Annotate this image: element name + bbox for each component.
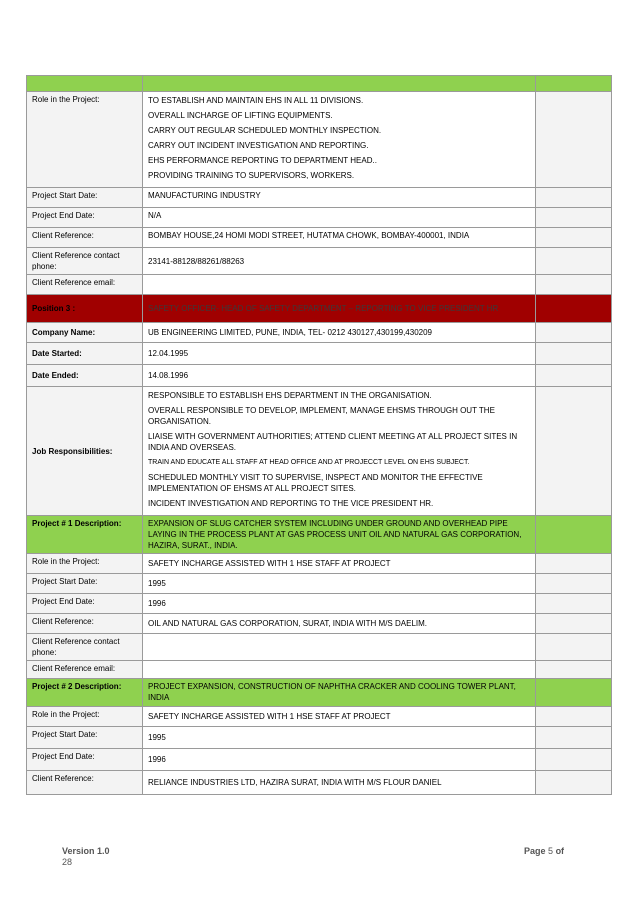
version-text: Version 1.0: [62, 846, 110, 856]
start-date-label: Project Start Date:: [27, 188, 143, 208]
cv-table: [26, 75, 612, 795]
date-started-value: 12.04.1995: [143, 343, 536, 365]
role-line: TO ESTABLISH AND MAINTAIN EHS IN ALL 11 DIVISIONS.: [148, 96, 364, 105]
position-value: SAFETY OFFICER- HEAD OF SAFETY DEPARTMENT – REPORTING TO VICE PRESIDENT HR: [143, 295, 536, 323]
responsibilities-value: [143, 387, 536, 516]
project2-client-label: Client Reference:: [27, 771, 143, 795]
project1-start-value: 1995: [143, 574, 536, 594]
project2-end-label: Project End Date:: [27, 749, 143, 771]
responsibility-line: INCIDENT INVESTIGATION AND REPORTING TO THE VICE PRESIDENT HR.: [148, 499, 434, 508]
responsibility-line: TRAIN AND EDUCATE ALL STAFF AT HEAD OFFICE AND AT PROJECCT LEVEL ON EHS SUBJECT.: [148, 459, 470, 466]
end-date-label: Project End Date:: [27, 208, 143, 228]
responsibility-line: OVERALL RESPONSIBLE TO DEVELOP, IMPLEMENT, MANAGE EHSMS THROUGH OUT THE ORGANISATION.: [148, 406, 495, 426]
date-ended-label: Date Ended:: [27, 365, 143, 387]
date-started-row: [27, 343, 612, 365]
email-value: [143, 275, 536, 295]
role-value: [143, 92, 536, 188]
project2-client-value: RELIANCE INDUSTRIES LTD, HAZIRA SURAT, INDIA WITH M/S FLOUR DANIEL: [143, 771, 536, 795]
responsibility-line: RESPONSIBLE TO ESTABLISH EHS DEPARTMENT IN THE ORGANISATION.: [148, 391, 432, 400]
project2-start-label: Project Start Date:: [27, 727, 143, 749]
role-line: CARRY OUT REGULAR SCHEDULED MONTHLY INSPECTION.: [148, 126, 382, 135]
project1-contact-label: Client Reference contact phone:: [27, 634, 143, 661]
header-row-green: [27, 76, 612, 92]
role-row: [27, 92, 612, 188]
date-ended-row: [27, 365, 612, 387]
project1-label: Project # 1 Description:: [27, 516, 143, 554]
client-label: Client Reference:: [27, 228, 143, 248]
project1-email-label: Client Reference email:: [27, 661, 143, 679]
contact-value: 23141-88128/88261/88263: [143, 248, 536, 275]
date-started-label: Date Started:: [27, 343, 143, 365]
company-label: Company Name:: [27, 323, 143, 343]
page-number: 5: [548, 846, 554, 856]
role-line: OVERALL INCHARGE OF LIFTING EQUIPMENTS.: [148, 111, 333, 120]
end-date-row: [27, 208, 612, 228]
project1-role-label: Role in the Project:: [27, 554, 143, 574]
responsibilities-label: Job Responsibilities:: [27, 387, 143, 516]
position-label: Position 3 :: [27, 295, 143, 323]
position-row: [27, 295, 612, 323]
client-row: [27, 228, 612, 248]
company-row: [27, 323, 612, 343]
project1-email-row: [27, 661, 612, 679]
role-line: CARRY OUT INCIDENT INVESTIGATION AND REPORTING.: [148, 141, 369, 150]
project1-row: [27, 516, 612, 554]
footer-version: [62, 846, 110, 868]
role-line: PROVIDING TRAINING TO SUPERVISORS, WORKERS.: [148, 171, 355, 180]
project2-row: [27, 679, 612, 707]
date-ended-value: 14.08.1996: [143, 365, 536, 387]
project2-role-value: SAFETY INCHARGE ASSISTED WITH 1 HSE STAFF AT PROJECT: [143, 707, 536, 727]
role-line: EHS PERFORMANCE REPORTING TO DEPARTMENT HEAD..: [148, 156, 377, 165]
project1-role-value: SAFETY INCHARGE ASSISTED WITH 1 HSE STAFF AT PROJECT: [143, 554, 536, 574]
project2-value: PROJECT EXPANSION, CONSTRUCTION OF NAPHTHA CRACKER AND COOLING TOWER PLANT, INDIA: [143, 679, 536, 707]
project2-start-value: 1995: [143, 727, 536, 749]
project2-client-row: [27, 771, 612, 795]
project1-end-row: [27, 594, 612, 614]
project1-end-label: Project End Date:: [27, 594, 143, 614]
footer-page: [524, 846, 564, 856]
project1-client-row: [27, 614, 612, 634]
client-value: BOMBAY HOUSE,24 HOMI MODI STREET, HUTATMA CHOWK, BOMBAY-400001, INDIA: [143, 228, 536, 248]
contact-label: Client Reference contact phone:: [27, 248, 143, 275]
project1-client-value: OIL AND NATURAL GAS CORPORATION, SURAT, INDIA WITH M/S DAELIM.: [143, 614, 536, 634]
end-date-value: N/A: [143, 208, 536, 228]
project2-label: Project # 2 Description:: [27, 679, 143, 707]
project2-end-row: [27, 749, 612, 771]
responsibilities-row: [27, 387, 612, 516]
role-label: Role in the Project:: [27, 92, 143, 188]
project1-start-row: [27, 574, 612, 594]
project2-end-value: 1996: [143, 749, 536, 771]
page-prefix: Page: [524, 846, 546, 856]
project1-email-value: [143, 661, 536, 679]
page-total: 28: [62, 857, 73, 867]
email-label: Client Reference email:: [27, 275, 143, 295]
contact-row: [27, 248, 612, 275]
project2-role-label: Role in the Project:: [27, 707, 143, 727]
project2-start-row: [27, 727, 612, 749]
start-date-row: [27, 188, 612, 208]
project1-contact-value: [143, 634, 536, 661]
project2-role-row: [27, 707, 612, 727]
page-suffix: of: [555, 846, 565, 856]
project1-start-label: Project Start Date:: [27, 574, 143, 594]
email-row: [27, 275, 612, 295]
project1-value: EXPANSION OF SLUG CATCHER SYSTEM INCLUDING UNDER GROUND AND OVERHEAD PIPE LAYING IN THE PROCESS PLANT AT GAS PROCESS UNIT OIL AND NATURAL GAS CORPORATION, HAZIRA, SURAT., INDIA.: [143, 516, 536, 554]
project1-contact-row: [27, 634, 612, 661]
company-value: UB ENGINEERING LIMITED, PUNE, INDIA, TEL- 0212 430127,430199,430209: [143, 323, 536, 343]
start-date-value: MANUFACTURING INDUSTRY: [143, 188, 536, 208]
project1-role-row: [27, 554, 612, 574]
project1-client-label: Client Reference:: [27, 614, 143, 634]
responsibility-line: LIAISE WITH GOVERNMENT AUTHORITIES; ATTEND CLIENT MEETING AT ALL PROJECT SITES IN INDIA AND OVERSEAS.: [148, 432, 518, 452]
project1-end-value: 1996: [143, 594, 536, 614]
responsibility-line: SCHEDULED MONTHLY VISIT TO SUPERVISE, INSPECT AND MONITOR THE EFFECTIVE IMPLEMENTATION OF EHSMS AT ALL PROJECT SITES.: [148, 473, 483, 493]
